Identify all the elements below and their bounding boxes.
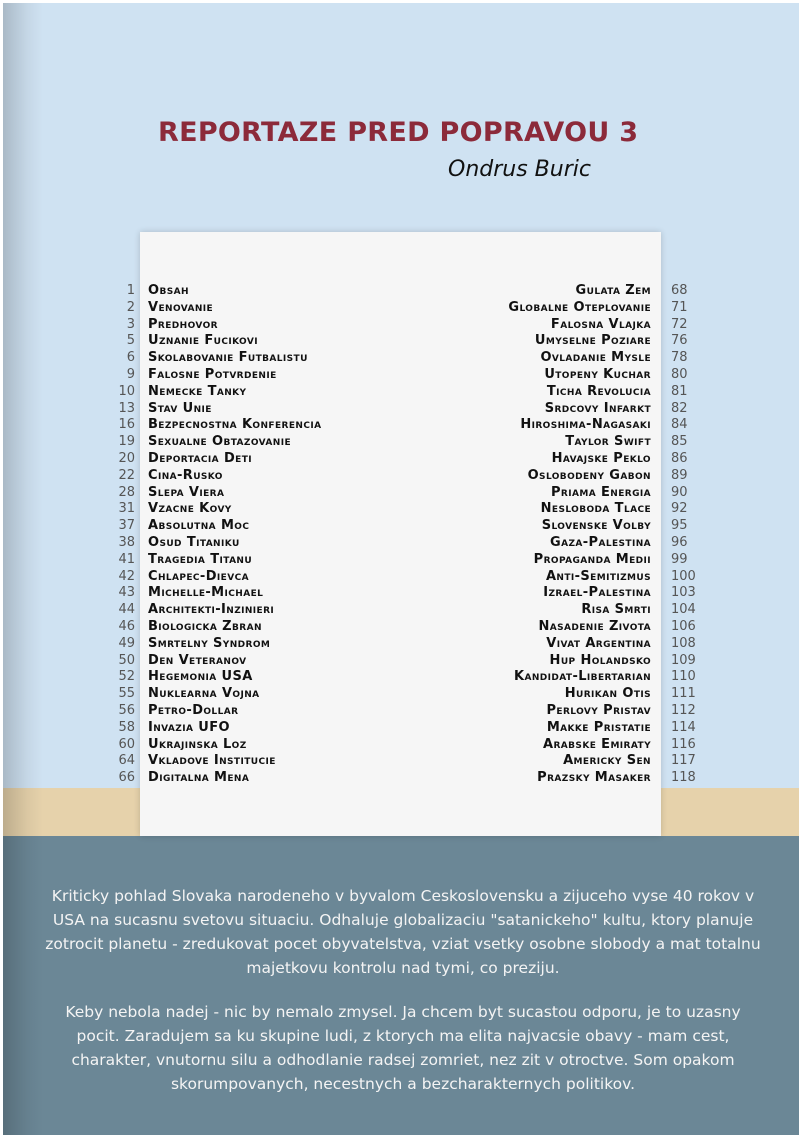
toc-row [3,333,799,349]
toc-right-chapter-title: Utopeny Kuchar [544,367,651,382]
toc-left-chapter-title: Digitalna Mena [148,770,250,786]
toc-row [3,417,799,433]
toc-right-chapter-title: Ticha Revolucia [546,383,651,399]
toc-left-page-number: 28 [118,484,135,500]
toc-left-page-number: 6 [126,350,135,366]
toc-left-page-number: 64 [118,753,135,769]
toc-right-page-number: 106 [671,619,696,634]
book-author: Ondrus Buric [448,157,591,182]
toc-row [3,518,799,534]
toc-left-chapter-title: Vzacne Kovy [148,501,232,517]
toc-right-chapter-title: Propaganda Medii [533,551,651,567]
toc-right-page-number: 89 [671,467,688,483]
toc-left-page-number: 22 [118,467,135,483]
toc-right-chapter-title: Slovenske Volby [541,518,651,534]
toc-row [3,770,799,786]
toc-left-page-number: 43 [118,585,135,601]
toc-left-page-number: 58 [118,719,135,735]
toc-right-chapter-title: Kandidat-Libertarian [513,669,651,685]
toc-right-page-number: 96 [671,535,688,550]
toc-left-page-number: 38 [118,535,135,550]
toc-left-chapter-title: Vkladove Institucie [148,753,276,769]
toc-right-page-number: 117 [671,753,696,769]
toc-right-chapter-title: Hurikan Otis [564,686,651,702]
toc-row [3,619,799,635]
toc-right-chapter-title: Hup Holandsko [549,652,651,668]
toc-left-page-number: 49 [118,635,135,651]
toc-right-chapter-title: Globalne Oteplovanie [508,299,651,315]
toc-left-page-number: 42 [118,568,135,584]
toc-right-chapter-title: Americky Sen [563,753,651,769]
toc-right-page-number: 103 [671,585,696,601]
toc-right-page-number: 95 [671,518,688,534]
toc-left-page-number: 50 [118,652,135,668]
toc-left-chapter-title: Ukrajinska Loz [148,736,247,752]
toc-right-page-number: 71 [671,299,688,315]
toc-right-chapter-title: Prazsky Masaker [537,770,651,786]
toc-row [3,737,799,753]
toc-right-chapter-title: Umyselne Poziare [534,333,651,349]
toc-row [3,686,799,702]
toc-row [3,451,799,467]
toc-left-page-number: 2 [126,299,135,315]
toc-left-chapter-title: Nuklearna Vojna [148,686,260,702]
toc-left-chapter-title: Chlapec-Dievca [148,568,249,584]
toc-row [3,401,799,417]
toc-row [3,485,799,501]
toc-right-chapter-title: Priama Energia [550,484,651,500]
toc-right-page-number: 86 [671,451,688,466]
toc-row [3,585,799,601]
toc-row [3,317,799,333]
toc-right-page-number: 76 [671,333,688,349]
toc-right-page-number: 100 [671,568,696,584]
toc-right-page-number: 90 [671,484,688,500]
toc-right-chapter-title: Oslobodeny Gabon [527,467,651,483]
book-title: REPORTAZE PRED POPRAVOU 3 [158,117,639,148]
toc-left-chapter-title: Osud Titaniku [148,535,240,550]
toc-left-page-number: 66 [118,770,135,786]
toc-row [3,569,799,585]
toc-row [3,636,799,652]
toc-left-page-number: 10 [118,383,135,399]
toc-right-chapter-title: Arabske Emiraty [543,736,651,752]
description-paragraph-1: Kriticky pohlad Slovaka narodeneho v byvalom Ceskoslovensku a zijuceho vyse 40 rokov v USA na sucasnu svetovu situaciu. Odhaluje globalizaciu "satanickeho" kultu, ktory planuje zotrocit planetu - zredukovat pocet obyvatelstva, vziat vsetky osobne slobody a mat totalnu majetkovu kontrolu nad tymi, co preziju. [45,887,761,977]
toc-right-chapter-title: Risa Smrti [581,602,651,618]
toc-left-chapter-title: Falosne Potvrdenie [148,367,277,382]
toc-right-chapter-title: Anti-Semitizmus [545,568,651,584]
toc-left-chapter-title: Slepa Viera [148,484,225,500]
toc-left-page-number: 46 [118,619,135,634]
toc-left-chapter-title: Invazia UFO [148,719,230,735]
toc-right-chapter-title: Srdcovy Infarkt [544,400,651,416]
toc-left-chapter-title: Bezpecnostna Konferencia [148,417,322,433]
toc-right-page-number: 116 [671,736,696,752]
toc-right-page-number: 110 [671,669,696,685]
toc-left-chapter-title: Den Veteranov [148,652,247,668]
toc-left-page-number: 5 [126,333,135,349]
toc-right-page-number: 85 [671,434,688,450]
toc-right-chapter-title: Gulata Zem [575,283,651,298]
toc-left-page-number: 3 [126,316,135,332]
toc-left-page-number: 20 [118,451,135,466]
toc-left-chapter-title: Hegemonia USA [148,669,253,685]
toc-left-chapter-title: Venovanie [148,299,214,315]
toc-right-page-number: 109 [671,652,696,668]
toc-right-page-number: 92 [671,501,688,517]
toc-right-page-number: 111 [671,686,696,702]
toc-right-page-number: 108 [671,635,696,651]
toc-left-chapter-title: Nemecke Tanky [148,383,247,399]
toc-right-chapter-title: Nesloboda Tlace [540,501,651,517]
toc-row [3,602,799,618]
toc-right-page-number: 68 [671,283,688,298]
toc-row [3,468,799,484]
toc-left-chapter-title: Predhovor [148,316,219,332]
toc-right-page-number: 78 [671,350,688,366]
toc-left-chapter-title: Smrtelny Syndrom [148,635,271,651]
toc-left-chapter-title: Tragedia Titanu [148,551,253,567]
toc-left-page-number: 44 [118,602,135,618]
toc-right-page-number: 82 [671,400,688,416]
toc-left-page-number: 1 [126,283,135,298]
toc-left-page-number: 16 [118,417,135,433]
toc-right-chapter-title: Vivat Argentina [546,635,651,651]
toc-right-chapter-title: Havajske Peklo [551,451,651,466]
toc-left-page-number: 13 [118,400,135,416]
toc-right-page-number: 84 [671,417,688,433]
toc-left-page-number: 31 [118,501,135,517]
toc-left-page-number: 37 [118,518,135,534]
description-paragraph-2: Keby nebola nadej - nic by nemalo zmysel. Ja chcem byt sucastou odporu, je to uzasny pocit. Zaradujem sa ku skupine ludi, z ktorych ma elita najvacsie obavy - mam cest, charakter, vnutornu silu a odhodlanie radsej zomriet, nez zit v otroctve. Som opakom skorumpovanych, necestnych a bezcharakternych politikov. [65,1003,741,1093]
toc-right-chapter-title: Perlovy Pristav [546,703,651,718]
toc-right-chapter-title: Nasadenie Zivota [538,619,651,634]
toc-row [3,720,799,736]
toc-left-page-number: 19 [118,434,135,450]
toc-left-chapter-title: Skolabovanie Futbalistu [148,350,308,366]
toc-row [3,501,799,517]
toc-left-chapter-title: Michelle-Michael [148,585,264,601]
toc-row [3,535,799,551]
toc-row [3,669,799,685]
toc-right-chapter-title: Taylor Swift [565,434,651,450]
toc-right-page-number: 99 [671,551,688,567]
toc-right-page-number: 114 [671,719,696,735]
toc-right-chapter-title: Gaza-Palestina [550,535,651,550]
toc-row [3,367,799,383]
book-cover [3,3,799,1135]
toc-right-chapter-title: Falosna Vlajka [550,316,651,332]
toc-right-chapter-title: Makke Pristatie [546,719,651,735]
toc-row [3,384,799,400]
toc-left-page-number: 9 [126,367,135,382]
toc-left-chapter-title: Cina-Rusko [148,467,223,483]
toc-left-chapter-title: Biologicka Zbran [148,619,262,634]
toc-right-page-number: 118 [671,770,696,786]
toc-row [3,653,799,669]
toc-row [3,434,799,450]
toc-row [3,552,799,568]
toc-left-chapter-title: Stav Unie [148,400,212,416]
toc-right-page-number: 81 [671,383,688,399]
toc-left-page-number: 52 [118,669,135,685]
toc-left-page-number: 56 [118,703,135,718]
toc-left-chapter-title: Deportacia Deti [148,451,252,466]
toc-left-chapter-title: Petro-Dollar [148,703,239,718]
toc-left-chapter-title: Absolutna Moc [148,518,250,534]
toc-right-page-number: 104 [671,602,696,618]
toc-right-chapter-title: Izrael-Palestina [543,585,651,601]
toc-right-page-number: 80 [671,367,688,382]
toc-right-chapter-title: Ovladanie Mysle [540,350,651,366]
toc-left-chapter-title: Sexualne Obtazovanie [148,434,291,450]
toc-right-chapter-title: Hiroshima-Nagasaki [520,417,651,433]
toc-right-page-number: 112 [671,703,696,718]
toc-left-chapter-title: Obsah [148,283,189,298]
toc-left-page-number: 55 [118,686,135,702]
toc-row [3,703,799,719]
toc-left-chapter-title: Architekti-Inzinieri [148,602,275,618]
toc-row [3,753,799,769]
toc-left-page-number: 41 [118,551,135,567]
toc-left-chapter-title: Uznanie Fucikovi [148,333,258,349]
toc-row [3,300,799,316]
toc-row [3,350,799,366]
toc-right-page-number: 72 [671,316,688,332]
toc-row [3,283,799,299]
toc-left-page-number: 60 [118,736,135,752]
